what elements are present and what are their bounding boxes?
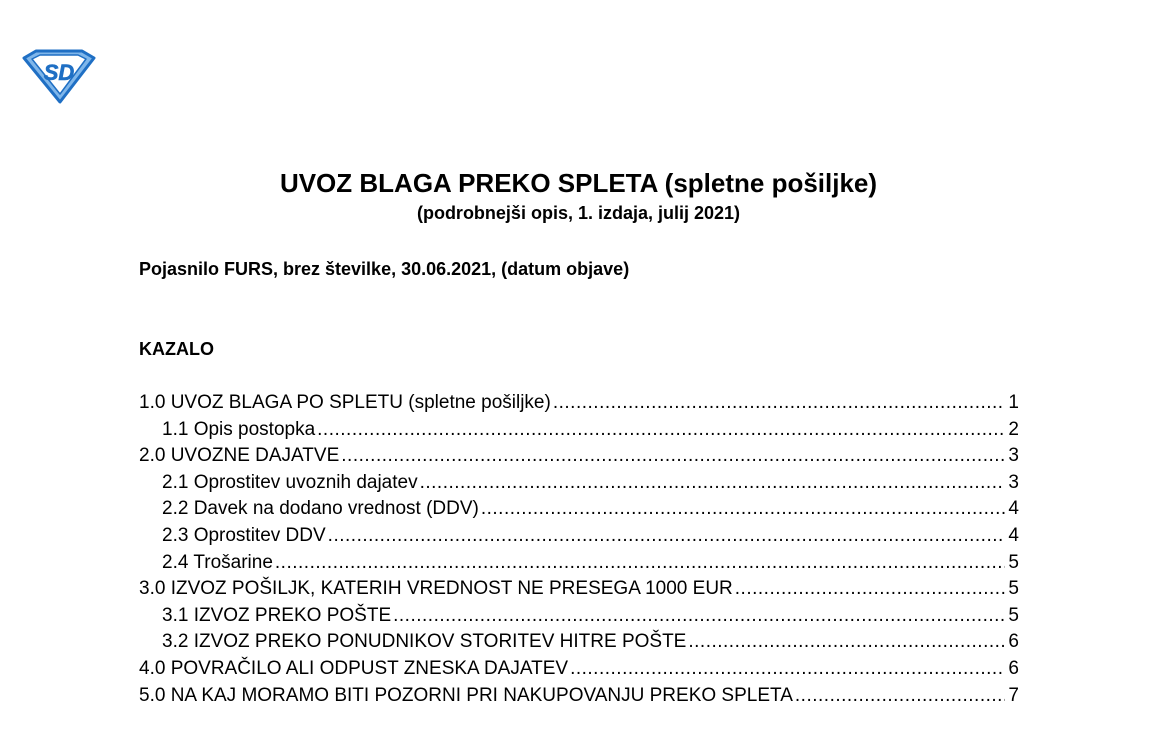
document-subtitle: (podrobnejši opis, 1. izdaja, julij 2021) [416, 203, 741, 223]
company-logo [22, 48, 96, 104]
toc-entry[interactable] [139, 683, 1019, 710]
toc-entry[interactable] [139, 470, 1019, 497]
toc-page-number: 5 [1008, 551, 1019, 573]
toc-entry[interactable] [139, 390, 1019, 417]
toc-entry-label: 2.2 Davek na dodano vrednost (DDV) [162, 498, 479, 520]
toc-entry-label: 3.0 IZVOZ POŠILJK, KATERIH VREDNOST NE PRESEGA 1000 EUR [139, 578, 733, 600]
toc-entry-label: 2.4 Trošarine [162, 551, 273, 573]
toc-dot-leader [393, 603, 1005, 629]
toc-dot-leader [317, 417, 1005, 443]
toc-entry-label: 2.0 UVOZNE DAJATVE [139, 445, 340, 467]
toc-entry[interactable] [139, 496, 1019, 523]
toc-page-number: 4 [1008, 498, 1019, 520]
toc-page-number: 5 [1008, 578, 1019, 600]
toc-entry[interactable] [139, 417, 1019, 444]
toc-page-number: 2 [1008, 418, 1019, 440]
document-title: UVOZ BLAGA PREKO SPLETA (spletne pošiljke) [279, 168, 878, 198]
toc-page-number: 3 [1008, 445, 1019, 467]
toc-entry[interactable] [139, 443, 1019, 470]
toc-dot-leader [420, 470, 1005, 496]
toc-page-number: 1 [1008, 392, 1019, 413]
toc-entry[interactable] [139, 523, 1019, 550]
toc-dot-leader [275, 550, 1005, 576]
toc-entry[interactable] [139, 656, 1019, 683]
toc-entry[interactable] [139, 603, 1019, 630]
toc-page-number: 3 [1008, 471, 1019, 493]
toc-page-number: 7 [1008, 684, 1019, 706]
toc-dot-leader [341, 443, 1005, 469]
toc-entry-label: 3.2 IZVOZ PREKO PONUDNIKOV STORITEV HITRE POŠTE [162, 631, 687, 653]
toc-dot-leader [688, 629, 1005, 655]
logo-shield-icon [22, 48, 96, 104]
toc-entry-label: 4.0 POVRAČILO ALI ODPUST ZNESKA DAJATEV [139, 657, 569, 679]
toc-page-number: 5 [1008, 604, 1019, 626]
toc-entry[interactable] [139, 550, 1019, 577]
toc-dot-leader [795, 683, 1005, 709]
toc-dot-leader [570, 656, 1005, 682]
toc-entry-label: 2.3 Oprostitev DDV [162, 524, 326, 546]
toc-dot-leader [481, 496, 1005, 522]
toc-page-number: 6 [1008, 657, 1019, 679]
toc-entry[interactable] [139, 629, 1019, 656]
logo-lettering: SD [43, 60, 75, 85]
toc-entry-label: 5.0 NA KAJ MORAMO BITI POZORNI PRI NAKUPOVANJU PREKO SPLETA [139, 684, 793, 706]
table-of-contents [139, 390, 1019, 709]
toc-entry-label: 1.1 Opis postopka [162, 418, 316, 440]
toc-dot-leader [735, 576, 1005, 602]
toc-page-number: 6 [1008, 631, 1019, 653]
toc-dot-leader [328, 523, 1005, 549]
toc-entry-label: 1.0 UVOZ BLAGA PO SPLETU (spletne pošiljke) [139, 392, 551, 413]
toc-entry[interactable] [139, 576, 1019, 603]
furs-notice-line: Pojasnilo FURS, brez številke, 30.06.2021, (datum objave) [139, 259, 630, 279]
toc-page-number: 4 [1008, 524, 1019, 546]
toc-heading: KAZALO [139, 339, 214, 359]
toc-dot-leader [553, 390, 1005, 416]
toc-entry-label: 3.1 IZVOZ PREKO POŠTE [162, 604, 392, 626]
toc-entry-label: 2.1 Oprostitev uvoznih dajatev [162, 471, 418, 493]
